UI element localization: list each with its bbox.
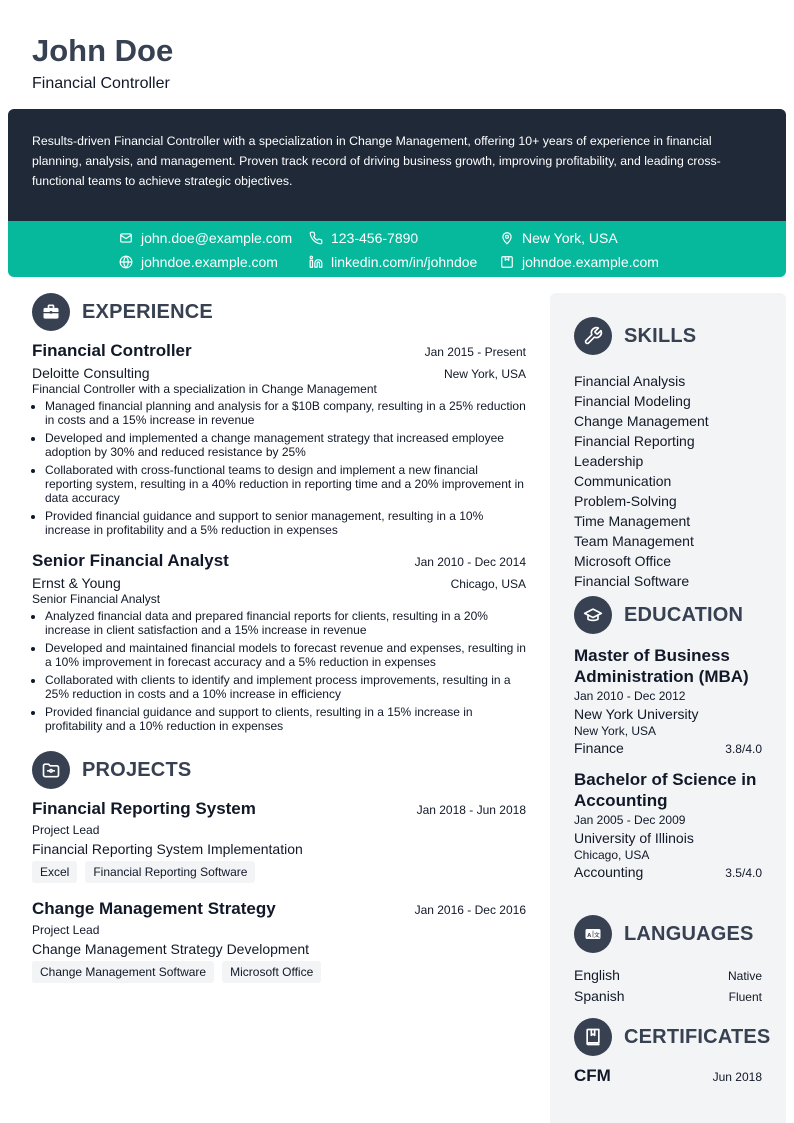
- email-text: john.doe@example.com: [141, 230, 293, 246]
- project-title: Change Management Strategy: [32, 899, 276, 918]
- languages-heading: [574, 915, 762, 953]
- edu-degree: Master of Business Administration (MBA): [574, 646, 749, 686]
- project-date: Jan 2018 - Jun 2018: [416, 803, 526, 817]
- graduation-cap-icon: [574, 596, 612, 634]
- skills-section: [574, 317, 762, 591]
- job-title: Senior Financial Analyst: [32, 551, 229, 570]
- edu-field: Accounting: [574, 864, 644, 880]
- language-name: Spanish: [574, 988, 625, 1004]
- job-date: Jan 2010 - Dec 2014: [414, 555, 526, 569]
- edu-date: Jan 2010 - Dec 2012: [574, 689, 686, 703]
- education-section: [574, 596, 762, 880]
- bullet-item: • Provided financial guidance and support to senior management, resulting in a 10% increase in profitability and a 5% reduction in expenses: [45, 509, 526, 537]
- education-heading: [574, 596, 762, 634]
- linkedin-text: linkedin.com/in/johndoe: [331, 254, 478, 270]
- languages-title: LANGUAGES: [624, 922, 754, 945]
- skill-item: Financial Analysis: [574, 373, 686, 389]
- project-title: Financial Reporting System: [32, 799, 256, 818]
- languages-list: [574, 965, 762, 1007]
- skill-item: Microsoft Office: [574, 553, 671, 569]
- linkedin-icon: [309, 255, 323, 269]
- edu-school: New York University: [574, 706, 699, 722]
- certificate-date: Jun 2018: [712, 1070, 762, 1084]
- project-tags: [32, 961, 526, 983]
- folder-icon: [32, 751, 70, 789]
- job-date: Jan 2015 - Present: [424, 345, 526, 359]
- experience-heading: [32, 293, 526, 331]
- wrench-icon: [574, 317, 612, 355]
- contact-linkedin[interactable]: [309, 253, 477, 271]
- edu-school: University of Illinois: [574, 830, 694, 846]
- skill-item: Team Management: [574, 533, 694, 549]
- skill-item: Leadership: [574, 453, 644, 469]
- job-subtitle: Financial Controller with a specialization in Change Management: [32, 382, 377, 396]
- job-entry: [32, 551, 526, 733]
- bullet-item: • Managed financial planning and analysis for a $10B company, resulting in a 25% reduction in costs and a 15% increase in revenue: [45, 399, 526, 427]
- bullet-item: • Developed and implemented a change management strategy that increased employee adoption by 30% and reduced resistance by 25%: [45, 431, 526, 459]
- bullet-item: • Analyzed financial data and prepared financial reports for clients, resulting in a 20% increase in client satisfaction and a 15% increase in revenue: [45, 609, 526, 637]
- contact-website[interactable]: [119, 253, 278, 271]
- certificates-heading: [574, 1018, 771, 1056]
- website-text: johndoe.example.com: [141, 254, 278, 270]
- phone-text: 123-456-7890: [331, 230, 419, 246]
- skill-item: Communication: [574, 473, 672, 489]
- globe-icon: [119, 255, 133, 269]
- project-description: Financial Reporting System Implementation: [32, 841, 303, 857]
- contact-location: [500, 229, 618, 247]
- tag: Financial Reporting Software: [85, 861, 255, 883]
- education-entry: [574, 645, 762, 756]
- project-entry: [32, 799, 526, 883]
- tag: Microsoft Office: [222, 961, 321, 983]
- certificate-name: CFM: [574, 1066, 611, 1085]
- project-date: Jan 2016 - Dec 2016: [414, 903, 526, 917]
- project-entry: [32, 899, 526, 983]
- job-company: Deloitte Consulting: [32, 365, 150, 381]
- contact-portfolio[interactable]: [500, 253, 659, 271]
- job-bullets: [32, 399, 526, 537]
- edu-location: Chicago, USA: [574, 848, 650, 862]
- sidebar-panel: [550, 293, 786, 1123]
- edu-field: Finance: [574, 740, 624, 756]
- skill-item: Financial Modeling: [574, 393, 691, 409]
- tag: Excel: [32, 861, 77, 883]
- translate-icon: [574, 915, 612, 953]
- bullet-item: • Collaborated with clients to identify and implement process improvements, resulting in a 25% reduction in costs and a 10% increase in efficiency: [45, 673, 526, 701]
- person-title: Financial Controller: [32, 75, 170, 92]
- language-level: Native: [727, 969, 762, 983]
- job-title: Financial Controller: [32, 341, 192, 360]
- skill-item: Time Management: [574, 513, 691, 529]
- languages-section: [574, 915, 762, 1007]
- edu-date: Jan 2005 - Dec 2009: [574, 813, 686, 827]
- project-role: Project Lead: [32, 823, 100, 837]
- skills-heading: [574, 317, 762, 355]
- main-column: [32, 293, 526, 983]
- language-item: [574, 965, 762, 986]
- certificates-section: [574, 1018, 771, 1086]
- projects-title: PROJECTS: [82, 758, 192, 781]
- book-icon: [574, 1018, 612, 1056]
- bullet-item: • Collaborated with cross-functional teams to design and implement a new financial reporting system, resulting in a 40% reduction in reporting time and a 20% improvement in data accuracy: [45, 463, 526, 505]
- language-level: Fluent: [728, 990, 762, 1004]
- skills-title: SKILLS: [624, 324, 697, 347]
- job-entry: [32, 341, 526, 537]
- projects-heading: [32, 751, 526, 789]
- person-name: John Doe: [32, 33, 174, 68]
- skill-item: Financial Reporting: [574, 433, 695, 449]
- job-bullets: [32, 609, 526, 733]
- location-text: New York, USA: [522, 230, 618, 246]
- summary-text: Results-driven Financial Controller with a specialization in Change Management, offering 10+ years of experience in financial planning, analysis, and management. Proven track record of driving business growth, improving profitability, and leading cross-functional teams to achieve strategic objectives.: [32, 134, 721, 188]
- briefcase-icon: [32, 293, 70, 331]
- portfolio-text: johndoe.example.com: [522, 254, 659, 270]
- phone-icon: [309, 231, 323, 245]
- mail-icon: [119, 231, 133, 245]
- edu-location: New York, USA: [574, 724, 657, 738]
- certificate-item: [574, 1066, 762, 1086]
- language-name: English: [574, 967, 620, 983]
- edu-degree: Bachelor of Science in Accounting: [574, 770, 757, 810]
- skill-item: Financial Software: [574, 573, 690, 589]
- job-location: Chicago, USA: [450, 577, 526, 591]
- bullet-item: • Developed and maintained financial models to forecast revenue and expenses, resulting in a 10% improvement in forecast accuracy and a 5% reduction in expenses: [45, 641, 526, 669]
- job-location: New York, USA: [443, 367, 526, 381]
- tag: Change Management Software: [32, 961, 214, 983]
- bullet-item: • Provided financial guidance and support to clients, resulting in a 15% increase in profitability and a 10% reduction in expenses: [45, 705, 526, 733]
- certificates-title: CERTIFICATES: [624, 1025, 771, 1048]
- skill-item: Problem-Solving: [574, 493, 677, 509]
- svg-text:A: A: [587, 932, 592, 939]
- resume-header: [32, 33, 173, 94]
- contact-bar: [8, 221, 786, 277]
- education-title: EDUCATION: [624, 603, 744, 626]
- edu-gpa: 3.5/4.0: [725, 866, 762, 880]
- map-pin-icon: [500, 231, 514, 245]
- project-role: Project Lead: [32, 923, 100, 937]
- job-company: Ernst & Young: [32, 575, 121, 591]
- job-subtitle: Senior Financial Analyst: [32, 592, 161, 606]
- language-item: [574, 986, 762, 1007]
- contact-phone[interactable]: [309, 229, 418, 247]
- project-description: Change Management Strategy Development: [32, 941, 310, 957]
- skill-item: Change Management: [574, 413, 709, 429]
- portfolio-icon: [500, 255, 514, 269]
- skills-list: [574, 371, 762, 591]
- svg-text:文: 文: [593, 932, 600, 939]
- education-entry: [574, 769, 762, 880]
- summary-panel: [8, 109, 786, 221]
- edu-gpa: 3.8/4.0: [725, 742, 762, 756]
- contact-email[interactable]: [119, 229, 292, 247]
- experience-title: EXPERIENCE: [82, 300, 213, 323]
- project-tags: [32, 861, 526, 883]
